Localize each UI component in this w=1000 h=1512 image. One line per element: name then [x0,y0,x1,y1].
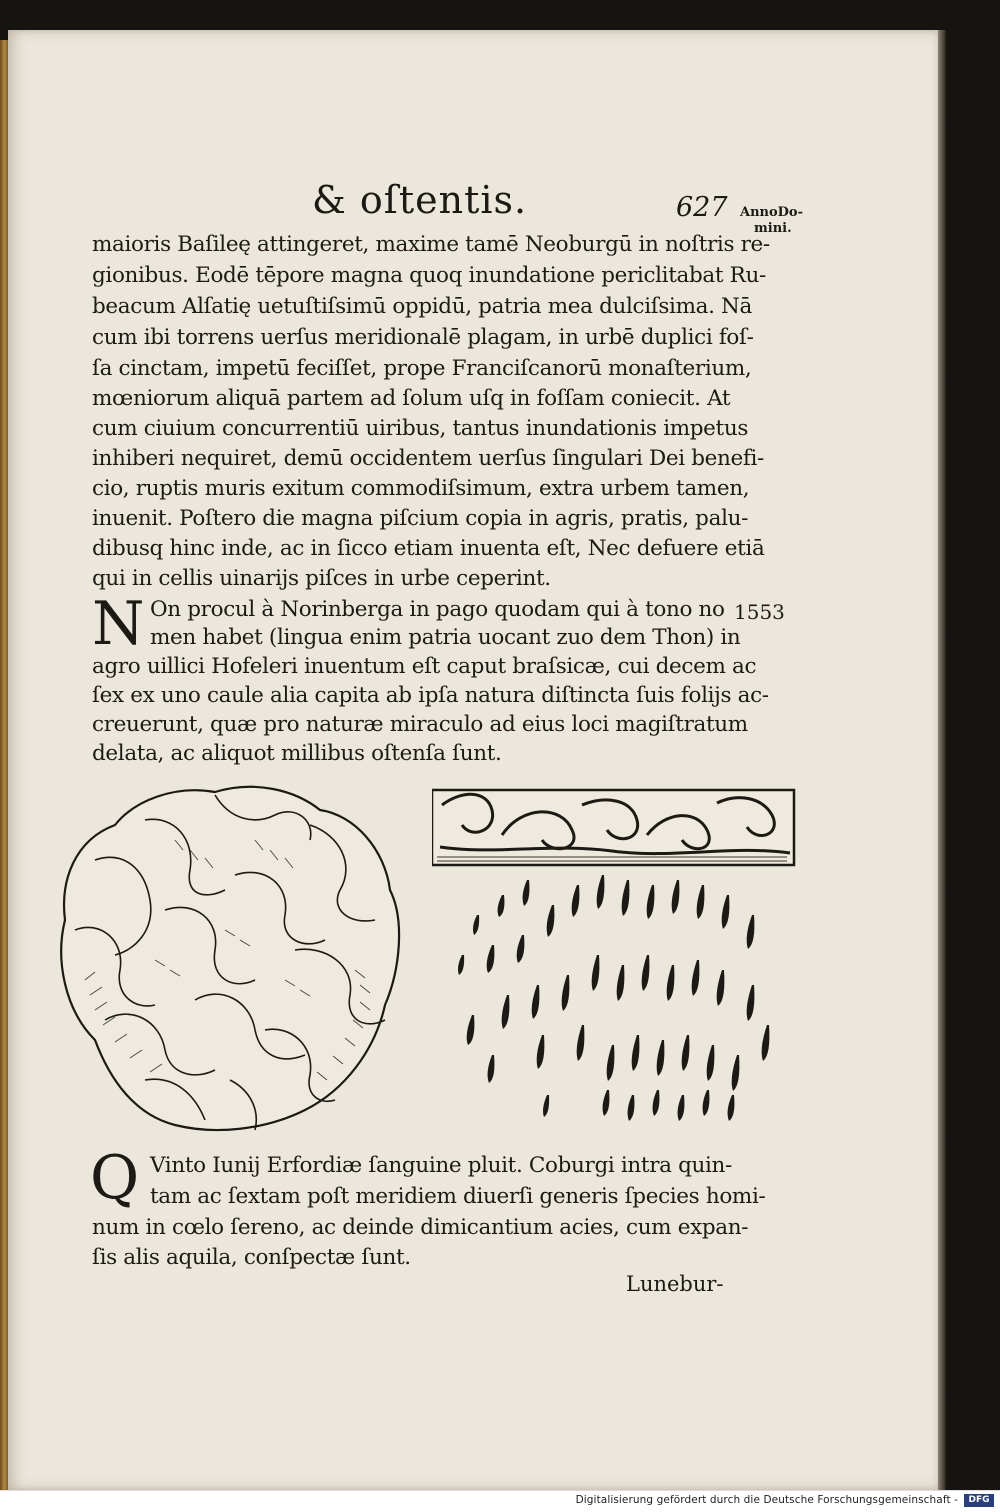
text-line: ſis alis aquila, conſpectæ ſunt. [92,1245,411,1270]
cabbage-woodcut [55,780,410,1140]
text-line: Vinto Iunij Erfordiæ ſanguine pluit. Coburgi intra quin- [150,1153,732,1178]
text-line: cio, ruptis muris exitum commodiſsimum, extra urbem tamen, [92,476,750,501]
catchword: Lunebur- [626,1272,724,1296]
page-number: 627 [676,192,728,223]
text-line: num in cœlo ſereno, ac deinde dimicantium acies, cum expan- [92,1215,749,1240]
drop-cap: N [92,589,145,659]
text-line: tam ac ſextam poſt meridiem diuerſi generis ſpecies homi- [150,1184,766,1209]
blood-rain-woodcut [432,785,797,1135]
text-line: beacum Alſatię uetuſtiſsimū oppidū, patria mea dulciſsima. Nā [92,294,752,319]
text-line: maioris Baſileę attingeret, maxime tamē Neoburgū in noſtris re- [92,232,770,257]
margin-year: 1553 [734,600,785,624]
text-line: ſa cinctam, impetū feciſſet, prope Franciſcanorū monaſterium, [92,356,752,381]
margin-note-line: AnnoDo- [740,205,804,220]
text-line: ſex ex uno caule alia capita ab ipſa natura diſtincta ſuis folijs ac- [92,683,769,708]
dfg-logo: DFG [964,1494,994,1507]
text-line: creuerunt, quæ pro naturæ miraculo ad eius loci magiſtratum [92,712,748,737]
text-line: mœniorum aliquā partem ad ſolum uſq in foſſam coniecit. At [92,386,731,411]
text-line: dibusq hinc inde, ac in ſicco etiam inuenta eſt, Nec defuere etiā [92,536,765,561]
page-gutter-shadow [938,30,946,1490]
text-line: gionibus. Eodē tēpore magna quoq inundatione periclitabat Ru- [92,263,766,288]
text-line: men habet (lingua enim patria uocant zuo dem Thon) in [150,625,741,650]
digitization-credit: Digitalisierung gefördert durch die Deutsche Forschungsgemeinschaft - [575,1494,958,1506]
margin-note-line: mini. [754,221,792,236]
text-line: cum ciuium concurrentiū uiribus, tantus inundationis impetus [92,416,749,441]
text-line: delata, ac aliquot millibus oſtenſa ſunt. [92,741,502,766]
text-line: agro uillici Hofeleri inuentum eſt caput braſsicæ, cui decem ac [92,654,757,679]
text-line: qui in cellis uinarijs piſces in urbe ceperint. [92,566,551,591]
drop-cap: Q [90,1143,140,1213]
text-line: inhiberi nequiret, demū occidentem uerſus ſingulari Dei benefi- [92,446,764,471]
text-line: cum ibi torrens uerſus meridionalē plagam, in urbē duplici foſ- [92,325,754,350]
text-line: inuenit. Poſtero die magna piſcium copia in agris, pratis, palu- [92,506,749,531]
running-head: & oſtentis. [312,178,528,222]
text-line: On procul à Norinberga in pago quodam qui à tono no [150,597,725,622]
